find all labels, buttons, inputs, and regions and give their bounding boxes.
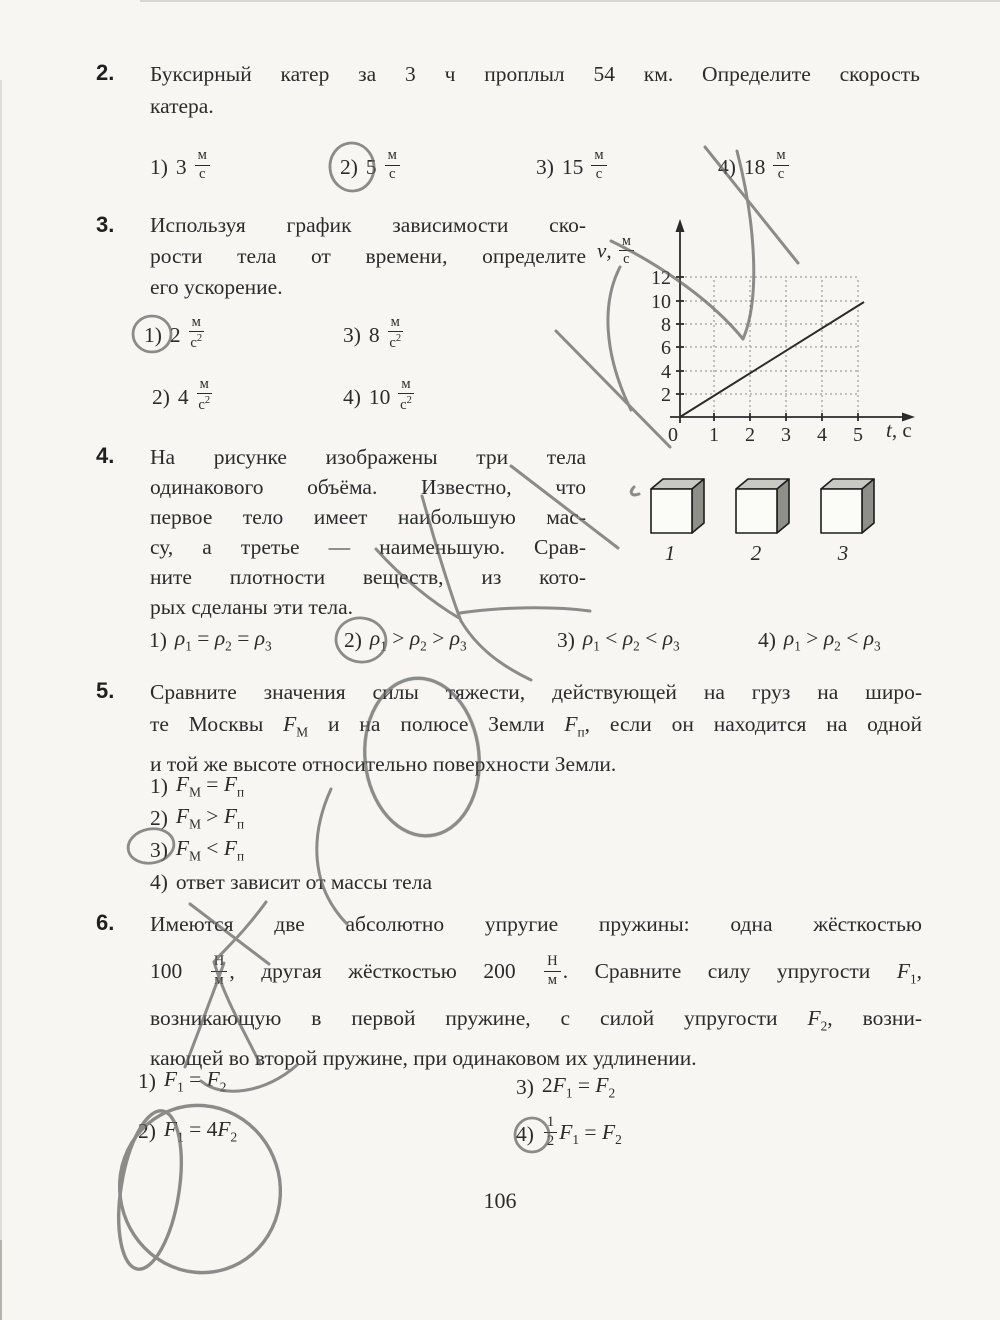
text-line: су, а третье — наименьшую. Срав- [150, 535, 586, 559]
option-label: 3) [557, 627, 575, 652]
scan-edge-top [140, 0, 1000, 2]
p4-option-1 [149, 622, 272, 658]
option-label: 2) [138, 1118, 156, 1143]
text-line: возникающую в первой пружине, с силой упругости $F_2$, возни- [150, 1006, 922, 1034]
option-label: 2) [340, 154, 358, 179]
option-label: 4) [758, 627, 776, 652]
option-value: 5 [365, 154, 377, 179]
text-line: катера. [150, 94, 214, 118]
svg-text:2: 2 [745, 424, 755, 446]
problem-2-number: 2. [96, 60, 115, 85]
text-line: ните плотности веществ, из кото- [150, 565, 586, 589]
x-tick-labels [668, 424, 863, 446]
p2-option-4 [718, 144, 791, 190]
svg-text:12: 12 [651, 267, 671, 289]
svg-text:1: 1 [664, 541, 676, 565]
option-label: 4) [516, 1121, 534, 1146]
grid-lines [680, 277, 858, 417]
option-label: 2) [152, 384, 170, 409]
pencil-stroke [317, 789, 347, 924]
text-line: Используя график зависимости ско- [150, 213, 586, 237]
svg-text:1: 1 [709, 424, 719, 446]
option-expression: $\frac{1}{2}$ $F_1 = F_2$ [542, 1117, 622, 1151]
unit-fraction: $\frac{м}{с}$ [591, 148, 606, 182]
cube-labels [665, 541, 849, 565]
p4-option-3 [557, 622, 680, 658]
option-expression: $F_М > F_п$ [175, 803, 245, 832]
option-label: 4) [343, 384, 361, 409]
unit-fraction: $\frac{м}{с}$ [773, 148, 788, 182]
svg-text:3: 3 [781, 424, 791, 446]
svg-text:5: 5 [853, 424, 863, 446]
cube-2 [736, 479, 789, 533]
text-line: его ускорение. [150, 275, 283, 299]
unit-fraction: $\frac{м}{с^2}$ [190, 313, 203, 351]
svg-text:0: 0 [668, 424, 678, 446]
p4-option-2 [344, 622, 467, 658]
option-label: 1) [144, 322, 162, 347]
option-label: 3) [516, 1074, 534, 1099]
svg-text:4: 4 [661, 361, 671, 383]
option-expression: $2F_1 = F_2$ [541, 1072, 616, 1101]
svg-text:3: 3 [837, 541, 849, 565]
option-label: 1) [149, 627, 167, 652]
p6-option-3 [516, 1072, 615, 1102]
option-expression: ответ зависит от массы тела [175, 869, 432, 894]
problem-6-text [150, 908, 922, 1074]
option-expression: $F_М < F_п$ [175, 835, 245, 864]
svg-text:2: 2 [661, 384, 671, 406]
option-label: 3) [536, 154, 554, 179]
p5-option-4 [150, 867, 432, 897]
option-label: 4) [150, 869, 168, 894]
p6-option-2 [138, 1116, 237, 1146]
svg-text:6: 6 [661, 337, 671, 359]
text-line: первое тело имеет наибольшую мас- [150, 505, 586, 529]
option-label: 3) [150, 837, 168, 862]
text-line: рых сделаны эти тела. [150, 595, 354, 619]
p4-option-4 [758, 622, 881, 658]
text-line: рости тела от времени, определите [150, 244, 586, 268]
unit-fraction: $\frac{м}{с}$ [195, 148, 210, 182]
option-value: 18 [743, 154, 766, 179]
option-expression: $\rho_1 > \rho_2 < \rho_3$ [783, 625, 881, 654]
option-value: 8 [368, 322, 380, 347]
option-value: 3 [175, 154, 187, 179]
text-line: Сравните значения силы тяжести, действующей на груз на широ- [150, 680, 922, 704]
text-line: Имеются две абсолютно упругие пружины: одна жёсткостью [150, 912, 922, 936]
option-label: 4) [718, 154, 736, 179]
option-value: 2 [169, 322, 181, 347]
y-tick-labels [651, 267, 671, 406]
svg-text:8: 8 [661, 314, 671, 336]
page-number: 106 [483, 1188, 517, 1213]
text-line: и той же высоте относительно поверхности Земли. [150, 752, 617, 777]
option-value: 10 [368, 384, 391, 409]
option-expression: $F_М = F_п$ [175, 771, 245, 800]
option-label: 3) [343, 322, 361, 347]
option-value: 4 [177, 384, 189, 409]
cube-3 [821, 479, 874, 533]
p5-option-3 [150, 835, 244, 865]
option-expression: $\rho_1 < \rho_2 < \rho_3$ [582, 625, 680, 654]
unit-fraction: $\frac{м}{с^2}$ [400, 375, 412, 413]
y-axis-label: v, $\frac{м}{с}$ [597, 236, 636, 269]
text-line: Буксирный катер за 3 ч проплыл 54 км. Определите скорость [150, 62, 920, 86]
problem-6-number: 6. [96, 910, 115, 935]
text-line: На рисунке изображены три тела [150, 445, 586, 469]
option-label: 1) [150, 154, 168, 179]
x-axis-label: t, с [886, 418, 912, 442]
problem-4-number: 4. [96, 443, 115, 468]
text-line: 100 $\frac{Н}{м}$ , другая жёсткостью 200 $\frac{Н}{м}$ . Сравните силу упругости $F_1$, [150, 953, 922, 988]
option-label: 1) [138, 1068, 156, 1093]
option-expression: $F_1 = 4F_2$ [163, 1116, 238, 1145]
problem-5-text [150, 676, 922, 780]
problem-4-text [150, 442, 586, 622]
pencil-stroke [461, 621, 531, 680]
option-expression: $F_1 = F_2$ [163, 1066, 227, 1095]
p2-option-2 [340, 144, 402, 190]
unit-fraction: $\frac{м}{с^2}$ [389, 313, 402, 351]
option-label: 2) [344, 627, 362, 652]
svg-text:4: 4 [817, 424, 827, 446]
cube-1 [651, 479, 704, 533]
p2-option-3 [536, 144, 609, 190]
p6-option-1 [138, 1066, 226, 1096]
problem-5-number: 5. [96, 678, 115, 703]
scan-edge-left-bottom [0, 1240, 2, 1320]
problem-3-text [150, 210, 586, 303]
velocity-time-graph [588, 213, 948, 453]
problem-3-number: 3. [96, 212, 115, 237]
p3-option-1 [144, 312, 206, 358]
text-line: те Москвы $F_М$ и на полюсе Земли $F_п$, если он находится на одной [150, 712, 923, 740]
option-label: 2) [150, 805, 168, 830]
scan-edge-left [0, 80, 2, 1240]
p3-option-2 [152, 374, 214, 420]
svg-text:2: 2 [750, 541, 762, 565]
p2-option-1 [150, 144, 212, 190]
option-label: 1) [150, 773, 168, 798]
option-value: 15 [561, 154, 584, 179]
p3-option-3 [343, 312, 405, 358]
p3-option-4 [343, 374, 416, 420]
three-cubes-figure [618, 468, 888, 568]
option-expression: $\rho_1 = \rho_2 = \rho_3$ [174, 625, 272, 654]
text-line: одинакового объёма. Известно, что [150, 475, 586, 499]
p5-option-2 [150, 803, 244, 833]
unit-fraction: $\frac{м}{с^2}$ [198, 375, 211, 413]
problem-2-text [150, 58, 920, 122]
data-line [680, 302, 864, 417]
unit-fraction: $\frac{м}{с}$ [385, 148, 400, 182]
option-expression: $\rho_1 > \rho_2 > \rho_3$ [369, 625, 467, 654]
v-axis-arrow [676, 219, 685, 232]
text-line: кающей во второй пружине, при одинаковом их удлинении. [150, 1046, 697, 1071]
p6-option-4 [516, 1112, 622, 1156]
p5-option-1 [150, 771, 244, 801]
svg-text:10: 10 [651, 291, 671, 313]
